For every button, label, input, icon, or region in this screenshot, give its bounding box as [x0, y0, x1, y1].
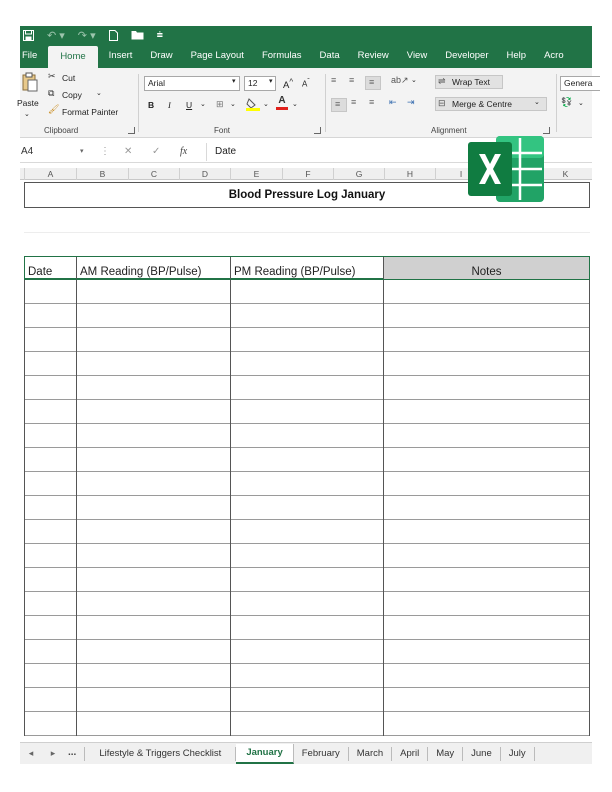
- sheet-tab-may[interactable]: May: [428, 747, 463, 761]
- table-row: [24, 592, 590, 616]
- date-cell[interactable]: [24, 328, 77, 352]
- pm-reading-cell[interactable]: [231, 712, 384, 736]
- date-cell[interactable]: [24, 664, 77, 688]
- am-reading-cell[interactable]: [77, 352, 231, 376]
- next-sheet-icon[interactable]: ▸: [50, 748, 56, 758]
- am-reading-cell[interactable]: [77, 424, 231, 448]
- orientation-icon[interactable]: ab↗: [391, 75, 409, 85]
- sheet-tab-july[interactable]: July: [501, 747, 535, 761]
- table-row: [24, 496, 590, 520]
- pm-reading-cell[interactable]: [231, 688, 384, 712]
- tab-view[interactable]: View: [406, 50, 428, 61]
- column-header[interactable]: D: [180, 168, 231, 180]
- column-header[interactable]: A: [25, 168, 77, 180]
- notes-cell[interactable]: [384, 280, 590, 304]
- date-cell[interactable]: [24, 496, 77, 520]
- wrap-text-icon: ⇌: [438, 76, 446, 86]
- header-notes[interactable]: Notes: [384, 257, 590, 279]
- cancel-icon[interactable]: ✕: [124, 146, 133, 157]
- notes-cell[interactable]: [384, 400, 590, 424]
- sheet-tab-march[interactable]: March: [349, 747, 392, 761]
- pm-reading-cell[interactable]: [231, 568, 384, 592]
- accounting-format-icon[interactable]: 💱: [561, 97, 573, 107]
- open-folder-icon[interactable]: [131, 26, 144, 44]
- am-reading-cell[interactable]: [77, 472, 231, 496]
- column-header[interactable]: C: [129, 168, 180, 180]
- date-cell[interactable]: [24, 688, 77, 712]
- tab-formulas[interactable]: Formulas: [261, 50, 302, 61]
- tab-review[interactable]: Review: [357, 50, 389, 61]
- fill-color-icon[interactable]: [246, 97, 260, 113]
- formula-content: Date: [215, 146, 237, 157]
- italic-button[interactable]: I: [168, 100, 171, 110]
- date-cell[interactable]: [24, 568, 77, 592]
- gridline: [24, 232, 590, 233]
- table-row: [24, 280, 590, 304]
- notes-cell[interactable]: [384, 568, 590, 592]
- divider: [138, 74, 139, 132]
- clipboard-launcher-icon[interactable]: [128, 127, 135, 134]
- date-cell[interactable]: [24, 424, 77, 448]
- format-painter-button[interactable]: Format Painter: [62, 107, 119, 117]
- bold-button[interactable]: B: [148, 100, 155, 110]
- accounting-dropdown-icon[interactable]: ⌄: [578, 100, 584, 107]
- formula-bar-resize-icon[interactable]: ⋮: [100, 146, 110, 157]
- sheet-tab-april[interactable]: April: [392, 747, 428, 761]
- font-family-select[interactable]: [144, 76, 240, 91]
- number-format-value: Genera: [564, 78, 593, 88]
- am-reading-cell[interactable]: [77, 496, 231, 520]
- date-cell[interactable]: [24, 712, 77, 736]
- sheet-tabs-bar: [20, 742, 592, 764]
- table-row: [24, 304, 590, 328]
- font-group-label: Font: [214, 126, 231, 135]
- clipboard-group: [17, 68, 140, 138]
- borders-icon[interactable]: ⊞: [216, 99, 224, 109]
- notes-cell[interactable]: [384, 640, 590, 664]
- number-format-select[interactable]: [560, 76, 600, 91]
- pm-reading-cell[interactable]: [231, 400, 384, 424]
- am-reading-cell[interactable]: [77, 592, 231, 616]
- column-header[interactable]: K: [562, 169, 569, 179]
- am-reading-cell[interactable]: [77, 376, 231, 400]
- am-reading-cell[interactable]: [77, 688, 231, 712]
- font-size-dropdown-icon[interactable]: ▾: [269, 78, 273, 85]
- tab-help[interactable]: Help: [506, 50, 527, 61]
- paste-dropdown-icon[interactable]: ⌄: [24, 111, 30, 118]
- pm-reading-cell[interactable]: [231, 496, 384, 520]
- notes-cell[interactable]: [384, 616, 590, 640]
- tab-home[interactable]: Home: [48, 46, 97, 68]
- name-box-dropdown-icon[interactable]: ▾: [80, 148, 84, 155]
- am-reading-cell[interactable]: [77, 304, 231, 328]
- notes-cell[interactable]: [384, 328, 590, 352]
- pm-reading-cell[interactable]: [231, 328, 384, 352]
- align-left-icon: ≡: [335, 99, 341, 109]
- tab-insert[interactable]: Insert: [108, 50, 133, 61]
- notes-cell[interactable]: [384, 448, 590, 472]
- decrease-font-label: A: [302, 79, 308, 89]
- date-cell[interactable]: [24, 616, 77, 640]
- scissors-icon[interactable]: ✂: [48, 71, 56, 81]
- header-pm-reading[interactable]: PM Reading (BP/Pulse): [231, 257, 384, 279]
- redo-icon[interactable]: ↷ ▾: [77, 29, 96, 42]
- title-bar: [20, 26, 592, 44]
- customize-icon[interactable]: ⩧: [156, 28, 164, 41]
- underline-button[interactable]: U: [186, 100, 193, 110]
- cut-button[interactable]: Cut: [62, 73, 76, 83]
- notes-cell[interactable]: [384, 496, 590, 520]
- undo-icon[interactable]: ↶ ▾: [47, 29, 65, 42]
- font-launcher-icon[interactable]: [314, 127, 321, 134]
- new-file-icon[interactable]: [109, 26, 118, 44]
- notes-cell[interactable]: [384, 352, 590, 376]
- merge-centre-button[interactable]: [435, 97, 547, 111]
- font-color-dropdown-icon[interactable]: ⌄: [292, 101, 298, 108]
- merge-dropdown-icon: ⌄: [534, 99, 540, 106]
- notes-cell[interactable]: [384, 592, 590, 616]
- am-reading-cell[interactable]: [77, 400, 231, 424]
- am-reading-cell[interactable]: [77, 280, 231, 304]
- insert-function-button[interactable]: fx: [180, 146, 188, 157]
- paste-icon[interactable]: [22, 72, 38, 94]
- underline-dropdown-icon[interactable]: ⌄: [200, 101, 206, 108]
- increase-font-label: A: [283, 80, 290, 92]
- align-top-icon[interactable]: ≡: [331, 75, 337, 85]
- tab-data[interactable]: Data: [319, 50, 340, 61]
- notes-cell[interactable]: [384, 424, 590, 448]
- column-header[interactable]: H: [385, 168, 436, 180]
- notes-cell[interactable]: [384, 304, 590, 328]
- notes-cell[interactable]: [384, 544, 590, 568]
- pm-reading-cell[interactable]: [231, 544, 384, 568]
- date-cell[interactable]: [24, 352, 77, 376]
- am-reading-cell[interactable]: [77, 616, 231, 640]
- more-sheets-button[interactable]: ...: [64, 747, 85, 761]
- am-reading-cell[interactable]: [77, 520, 231, 544]
- date-cell[interactable]: [24, 304, 77, 328]
- format-painter-icon[interactable]: 🖌: [48, 104, 60, 114]
- copy-dropdown-icon[interactable]: ⌄: [96, 90, 102, 97]
- excel-logo-icon: [466, 128, 546, 210]
- alignment-group-label: Alignment: [431, 126, 467, 135]
- table-row: [24, 448, 590, 472]
- worksheet[interactable]: [20, 180, 592, 742]
- date-cell[interactable]: [24, 592, 77, 616]
- increase-indent-icon[interactable]: ⇥: [407, 97, 415, 107]
- align-center-icon[interactable]: ≡: [351, 97, 357, 107]
- copy-icon[interactable]: ⧉: [48, 88, 55, 98]
- tab-page-layout[interactable]: Page Layout: [190, 50, 244, 61]
- increase-font-size-button[interactable]: A^: [283, 77, 294, 92]
- column-header[interactable]: B: [77, 168, 129, 180]
- align-middle-icon[interactable]: ≡: [349, 75, 355, 85]
- sheet-tab-january[interactable]: January: [236, 744, 293, 764]
- tab-developer[interactable]: Developer: [445, 50, 489, 61]
- sheet-tab-february[interactable]: February: [294, 747, 349, 761]
- pm-reading-cell[interactable]: [231, 280, 384, 304]
- wrap-text-label: Wrap Text: [452, 77, 490, 87]
- date-cell[interactable]: [24, 544, 77, 568]
- table-row: [24, 688, 590, 712]
- date-cell[interactable]: [24, 472, 77, 496]
- log-title[interactable]: Blood Pressure Log January: [24, 182, 590, 208]
- pm-reading-cell[interactable]: [231, 616, 384, 640]
- date-cell[interactable]: [24, 640, 77, 664]
- align-right-icon[interactable]: ≡: [369, 97, 375, 107]
- ribbon-tabs: [20, 44, 592, 68]
- table-row: [24, 400, 590, 424]
- table-header-row: [24, 256, 590, 280]
- wrap-text-button[interactable]: [435, 75, 503, 89]
- decrease-indent-icon[interactable]: ⇤: [389, 97, 397, 107]
- table-row: [24, 640, 590, 664]
- decrease-font-size-button[interactable]: $A^ˇ$: [302, 78, 310, 89]
- tab-file[interactable]: File: [22, 50, 38, 61]
- font-family-value: Arial: [148, 78, 166, 88]
- table-row: [24, 352, 590, 376]
- divider: [556, 74, 557, 132]
- divider: [325, 74, 326, 132]
- column-header[interactable]: F: [283, 168, 334, 180]
- font-size-value: 12: [248, 78, 258, 88]
- pm-reading-cell[interactable]: [231, 664, 384, 688]
- column-header[interactable]: G: [334, 168, 385, 180]
- date-cell[interactable]: [24, 400, 77, 424]
- column-header[interactable]: E: [231, 168, 283, 180]
- pm-reading-cell[interactable]: [231, 448, 384, 472]
- align-bottom-button[interactable]: [365, 76, 381, 90]
- am-reading-cell[interactable]: [77, 568, 231, 592]
- align-left-button[interactable]: [331, 98, 347, 112]
- font-color-swatch: [276, 107, 288, 110]
- pm-reading-cell[interactable]: [231, 376, 384, 400]
- sheet-tab-june[interactable]: June: [463, 747, 501, 761]
- pm-reading-cell[interactable]: [231, 304, 384, 328]
- column-header[interactable]: I: [436, 168, 487, 180]
- notes-cell[interactable]: [384, 688, 590, 712]
- am-reading-cell[interactable]: [77, 448, 231, 472]
- table-row: [24, 712, 590, 736]
- date-cell[interactable]: [24, 448, 77, 472]
- sheet-tab-lifestyle[interactable]: Lifestyle & Triggers Checklist: [85, 747, 236, 761]
- am-reading-cell[interactable]: [77, 664, 231, 688]
- pm-reading-cell[interactable]: [231, 640, 384, 664]
- date-cell[interactable]: [24, 280, 77, 304]
- name-box-value: A4: [21, 146, 34, 157]
- align-bottom-icon: ≡: [369, 77, 375, 87]
- pm-reading-cell[interactable]: [231, 472, 384, 496]
- notes-cell[interactable]: [384, 520, 590, 544]
- table-row: [24, 424, 590, 448]
- table-row: [24, 520, 590, 544]
- pm-reading-cell[interactable]: [231, 592, 384, 616]
- table-row: [24, 328, 590, 352]
- copy-button[interactable]: Copy: [62, 90, 82, 100]
- number-group: [558, 68, 598, 138]
- fill-color-dropdown-icon[interactable]: ⌄: [263, 101, 269, 108]
- borders-dropdown-icon[interactable]: ⌄: [230, 101, 236, 108]
- enter-icon[interactable]: ✓: [152, 146, 161, 157]
- notes-cell[interactable]: [384, 376, 590, 400]
- header-am-reading[interactable]: AM Reading (BP/Pulse): [77, 257, 231, 279]
- font-group: [140, 68, 326, 138]
- table-row: [24, 544, 590, 568]
- notes-cell[interactable]: [384, 664, 590, 688]
- font-color-icon[interactable]: [276, 96, 288, 110]
- clipboard-group-label: Clipboard: [44, 126, 79, 135]
- tab-acrobat[interactable]: Acro: [544, 50, 564, 61]
- notes-cell[interactable]: [384, 712, 590, 736]
- date-cell[interactable]: [24, 520, 77, 544]
- paste-button[interactable]: Paste: [17, 98, 39, 108]
- table-row: [24, 376, 590, 400]
- pm-reading-cell[interactable]: [231, 352, 384, 376]
- merge-icon: ⊟: [438, 98, 446, 108]
- pm-reading-cell[interactable]: [231, 424, 384, 448]
- tab-draw[interactable]: Draw: [150, 50, 173, 61]
- header-date[interactable]: Date: [24, 257, 77, 279]
- am-reading-cell[interactable]: [77, 328, 231, 352]
- am-reading-cell[interactable]: [77, 544, 231, 568]
- font-family-dropdown-icon[interactable]: ▾: [232, 78, 236, 85]
- date-cell[interactable]: [24, 376, 77, 400]
- table-row: [24, 616, 590, 640]
- notes-cell[interactable]: [384, 472, 590, 496]
- table-row: [24, 568, 590, 592]
- orientation-dropdown-icon[interactable]: ⌄: [411, 77, 417, 84]
- table-row: [24, 664, 590, 688]
- prev-sheet-icon[interactable]: ◂: [28, 748, 34, 758]
- save-icon[interactable]: [23, 26, 34, 44]
- font-color-label: A: [278, 95, 286, 106]
- merge-centre-label: Merge & Centre: [452, 99, 512, 109]
- table-row: [24, 472, 590, 496]
- pm-reading-cell[interactable]: [231, 520, 384, 544]
- am-reading-cell[interactable]: [77, 712, 231, 736]
- am-reading-cell[interactable]: [77, 640, 231, 664]
